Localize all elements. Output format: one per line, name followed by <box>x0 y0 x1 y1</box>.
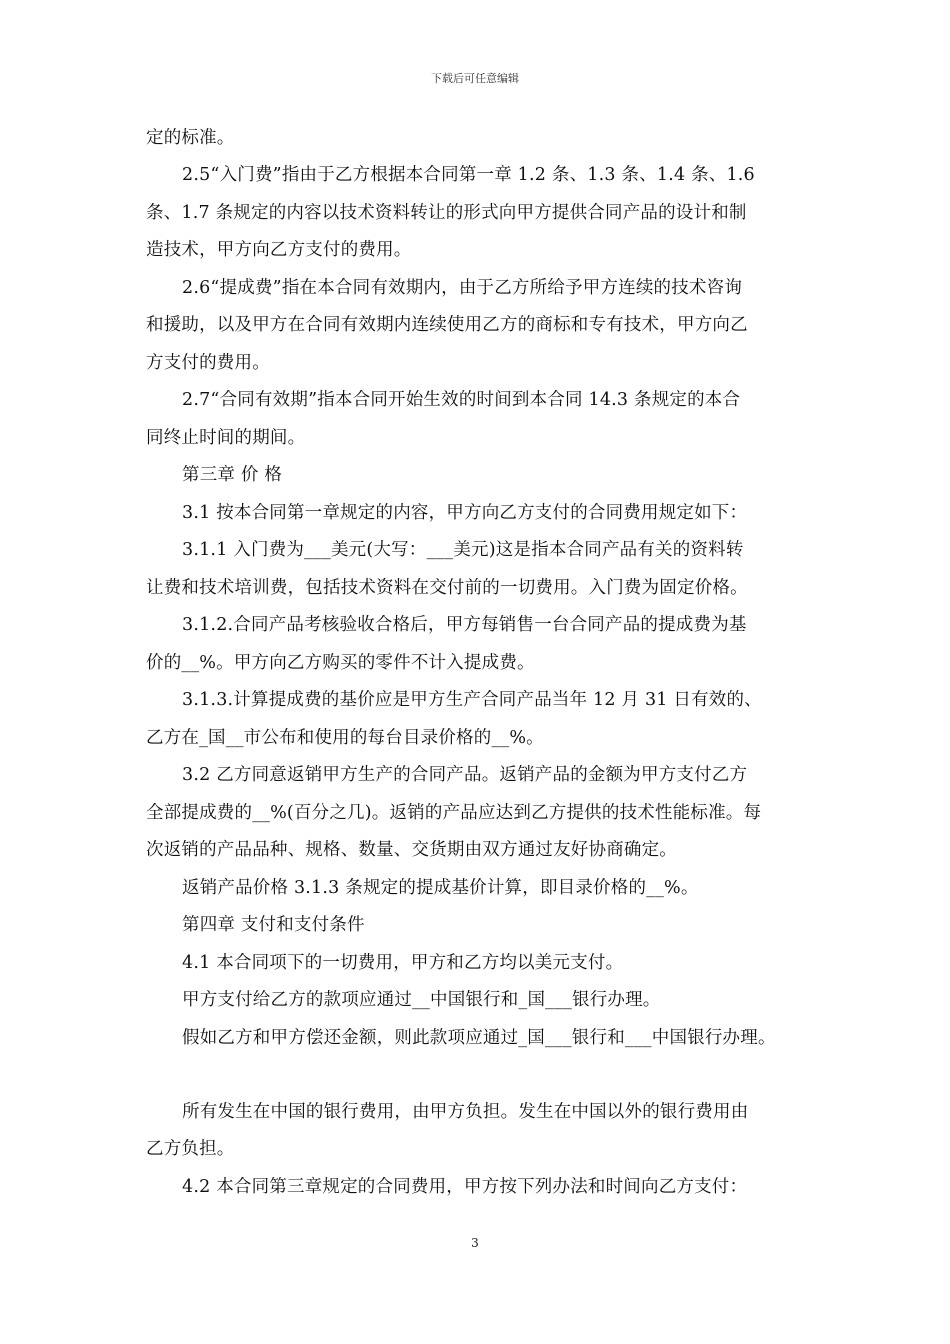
clause-2-6: 2.6“提成费”指在本合同有效期内，由于乙方所给予甲方连续的技术咨询 <box>182 278 743 298</box>
clause-3-1-2: 3.1.2.合同产品考核验收合格后，甲方每销售一台合同产品的提成费为基 <box>182 615 747 635</box>
clause-4-1: 4.1 本合同项下的一切费用，甲方和乙方均以美元支付。 <box>182 953 624 973</box>
text-line: 同终止时间的期间。 <box>146 428 306 448</box>
clause-3-1-3: 3.1.3.计算提成费的基价应是甲方生产合同产品当年 12 月 31 日有效的、 <box>182 690 762 710</box>
text-line: 次返销的产品品种、规格、数量、交货期由双方通过友好协商确定。 <box>146 840 677 860</box>
text-line: 全部提成费的__%(百分之几)。返销的产品应达到乙方提供的技术性能标准。每 <box>146 803 762 823</box>
clause-2-7: 2.7“合同有效期”指本合同开始生效的时间到本合同 14.3 条规定的本合 <box>182 390 741 410</box>
text-line: 假如乙方和甲方偿还金额，则此款项应通过_国___银行和___中国银行办理。 <box>182 1028 776 1048</box>
text-line: 价的__%。甲方向乙方购买的零件不计入提成费。 <box>146 653 535 673</box>
text-line: 条、1.7 条规定的内容以技术资料转让的形式向甲方提供合同产品的设计和制 <box>146 203 747 223</box>
text-line: 所有发生在中国的银行费用，由甲方负担。发生在中国以外的银行费用由 <box>182 1102 749 1122</box>
text-line: 造技术，甲方向乙方支付的费用。 <box>146 240 412 260</box>
text-line: 乙方在_国__市公布和使用的每台目录价格的__%。 <box>146 728 544 748</box>
page-header: 下载后可任意编辑 <box>431 72 519 85</box>
clause-4-2: 4.2 本合同第三章规定的合同费用，甲方按下列办法和时间向乙方支付： <box>182 1177 748 1197</box>
chapter-3-heading: 第三章 价 格 <box>182 465 283 485</box>
clause-3-1: 3.1 按本合同第一章规定的内容，甲方向乙方支付的合同费用规定如下： <box>182 503 748 523</box>
clause-2-5: 2.5“入门费”指由于乙方根据本合同第一章 1.2 条、1.3 条、1.4 条、1.6 <box>182 165 755 185</box>
text-line: 甲方支付给乙方的款项应通过__中国银行和_国___银行办理。 <box>182 990 661 1010</box>
text-line: 乙方负担。 <box>146 1139 235 1159</box>
text-line: 定的标准。 <box>146 128 235 148</box>
chapter-4-heading: 第四章 支付和支付条件 <box>182 915 365 935</box>
text-line: 返销产品价格 3.1.3 条规定的提成基价计算，即目录价格的__%。 <box>182 878 699 898</box>
text-line: 让费和技术培训费，包括技术资料在交付前的一切费用。入门费为固定价格。 <box>146 578 748 598</box>
text-line: 方支付的费用。 <box>146 353 270 373</box>
clause-3-2: 3.2 乙方同意返销甲方生产的合同产品。返销产品的金额为甲方支付乙方 <box>182 765 748 785</box>
text-line: 和援助，以及甲方在合同有效期内连续使用乙方的商标和专有技术，甲方向乙 <box>146 315 748 335</box>
page-number: 3 <box>471 1236 479 1250</box>
clause-3-1-1: 3.1.1 入门费为___美元(大写：___美元)这是指本合同产品有关的资料转 <box>182 540 744 560</box>
